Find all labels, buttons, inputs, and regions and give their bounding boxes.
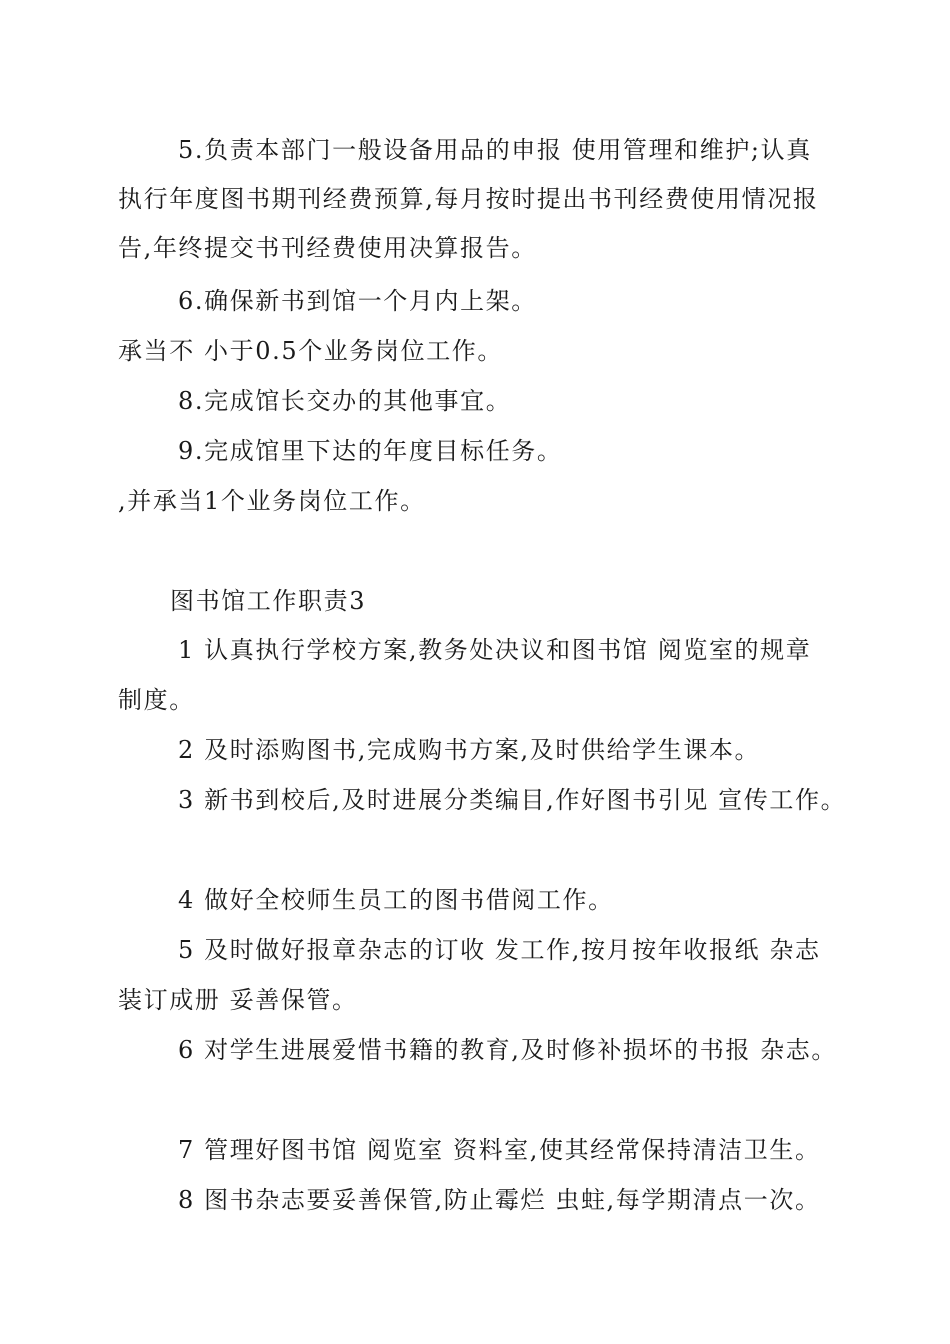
- text-line: 9.完成馆里下达的年度目标任务。: [178, 437, 563, 465]
- text-line: 5.负责本部门一般设备用品的申报 使用管理和维护;认真: [178, 136, 812, 164]
- text-line: 7 管理好图书馆 阅览室 资料室,使其经常保持清洁卫生。: [178, 1136, 821, 1164]
- text-line: 5 及时做好报章杂志的订收 发工作,按月按年收报纸 杂志: [178, 936, 821, 964]
- text-line: 3 新书到校后,及时进展分类编目,作好图书引见 宣传工作。: [178, 786, 847, 814]
- text-line: 1 认真执行学校方案,教务处决议和图书馆 阅览室的规章: [178, 636, 812, 664]
- text-line: 4 做好全校师生员工的图书借阅工作。: [178, 886, 614, 914]
- text-line: 8.完成馆长交办的其他事宜。: [178, 387, 512, 415]
- text-line: 承当不 小于0.5个业务岗位工作。: [118, 337, 503, 365]
- text-line: ,并承当1个业务岗位工作。: [118, 487, 426, 515]
- text-line: 2 及时添购图书,完成购书方案,及时供给学生课本。: [178, 736, 761, 764]
- text-line: 8 图书杂志要妥善保管,防止霉烂 虫蛀,每学期清点一次。: [178, 1186, 821, 1214]
- text-line: 6.确保新书到馆一个月内上架。: [178, 287, 537, 315]
- text-line: 装订成册 妥善保管。: [118, 986, 358, 1014]
- text-line: 告,年终提交书刊经费使用决算报告。: [118, 234, 537, 262]
- section-title: 图书馆工作职责3: [170, 587, 367, 615]
- text-line: 6 对学生进展爱惜书籍的教育,及时修补损坏的书报 杂志。: [178, 1036, 837, 1064]
- text-line: 制度。: [118, 686, 195, 714]
- text-line: 执行年度图书期刊经费预算,每月按时提出书刊经费使用情况报: [118, 185, 819, 213]
